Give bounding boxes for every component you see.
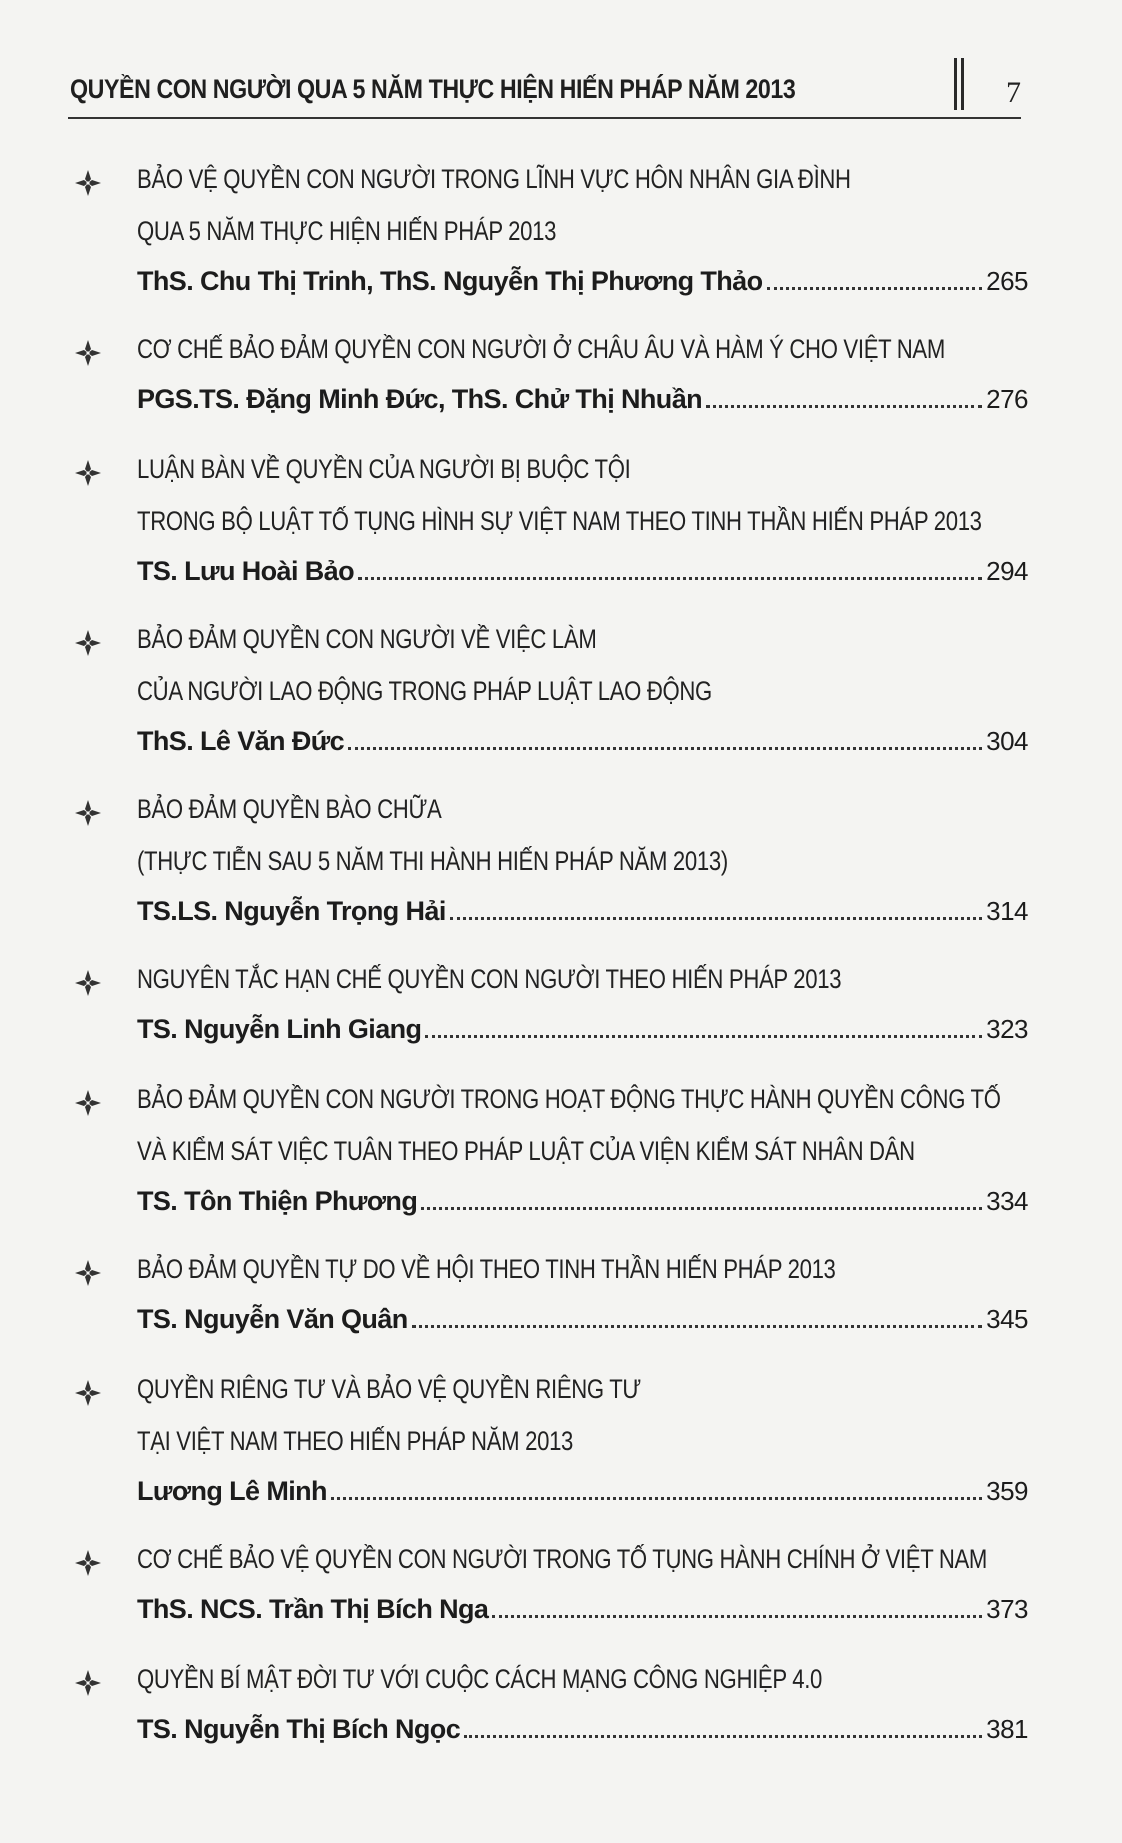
dot-leader <box>464 1733 982 1738</box>
entry-title-line: LUẬN BÀN VỀ QUYỀN CỦA NGƯỜI BỊ BUỘC TỘI <box>137 454 631 484</box>
entry-author: PGS.TS. Đặng Minh Đức, ThS. Chử Thị Nhuần <box>137 384 702 414</box>
entry-title-line: TRONG BỘ LUẬT TỐ TỤNG HÌNH SỰ VIỆT NAM THEO TINH THẦN HIẾN PHÁP 2013 <box>137 506 982 536</box>
entry-author: ThS. NCS. Trần Thị Bích Nga <box>137 1594 489 1624</box>
diamond-bullet-icon <box>72 167 104 199</box>
entry-title-line: BẢO ĐẢM QUYỀN CON NGƯỜI VỀ VIỆC LÀM <box>137 624 597 654</box>
entry-page-number: 381 <box>986 1714 1028 1744</box>
entry-title-line: (THỰC TIỄN SAU 5 NĂM THI HÀNH HIẾN PHÁP NĂM 2013) <box>137 846 728 876</box>
entry-author: TS. Tôn Thiện Phương <box>137 1186 418 1216</box>
running-header-title: QUYỀN CON NGƯỜI QUA 5 NĂM THỰC HIỆN HIẾN PHÁP NĂM 2013 <box>70 74 796 104</box>
entry-author: TS.LS. Nguyễn Trọng Hải <box>137 896 446 926</box>
entry-title-line: TẠI VIỆT NAM THEO HIẾN PHÁP NĂM 2013 <box>137 1426 574 1456</box>
entry-page-number: 373 <box>986 1594 1028 1624</box>
entry-page-number: 294 <box>986 556 1028 586</box>
entry-page-number: 359 <box>986 1476 1028 1506</box>
entry-title-line: QUYỀN RIÊNG TƯ VÀ BẢO VỆ QUYỀN RIÊNG TƯ <box>137 1374 642 1404</box>
entry-title-line: BẢO VỆ QUYỀN CON NGƯỜI TRONG LĨNH VỰC HÔN NHÂN GIA ĐÌNH <box>137 164 851 194</box>
entry-author-row <box>137 1473 1028 1507</box>
entry-author-row <box>137 263 1028 297</box>
entry-title-line: BẢO ĐẢM QUYỀN TỰ DO VỀ HỘI THEO TINH THẦN HIẾN PHÁP 2013 <box>137 1254 836 1284</box>
entry-title-line: BẢO ĐẢM QUYỀN CON NGƯỜI TRONG HOẠT ĐỘNG THỰC HÀNH QUYỀN CÔNG TỐ <box>137 1084 1001 1114</box>
entry-page-number: 276 <box>986 384 1028 414</box>
entry-author-row <box>137 723 1028 757</box>
entry-author-row <box>137 553 1028 587</box>
entry-author-row <box>137 893 1028 927</box>
entry-title-line: VÀ KIỂM SÁT VIỆC TUÂN THEO PHÁP LUẬT CỦA VIỆN KIỂM SÁT NHÂN DÂN <box>137 1136 915 1166</box>
dot-leader <box>425 1033 982 1038</box>
diamond-bullet-icon <box>72 1547 104 1579</box>
entry-author: Lương Lê Minh <box>137 1476 327 1506</box>
header-rule <box>68 117 1021 119</box>
entry-author: ThS. Chu Thị Trinh, ThS. Nguyễn Thị Phương Thảo <box>137 266 763 296</box>
diamond-bullet-icon <box>72 797 104 829</box>
page-number: 7 <box>1006 76 1021 109</box>
entry-author: TS. Nguyễn Thị Bích Ngọc <box>137 1714 461 1744</box>
dot-leader <box>421 1205 982 1210</box>
diamond-bullet-icon <box>72 1667 104 1699</box>
dot-leader <box>348 745 982 750</box>
diamond-bullet-icon <box>72 627 104 659</box>
dot-leader <box>331 1495 982 1500</box>
dot-leader <box>450 915 982 920</box>
entry-page-number: 304 <box>986 726 1028 756</box>
entry-page-number: 334 <box>986 1186 1028 1216</box>
entry-author-row <box>137 1183 1028 1217</box>
diamond-bullet-icon <box>72 967 104 999</box>
entry-page-number: 345 <box>986 1304 1028 1334</box>
entry-title-line: QUYỀN BÍ MẬT ĐỜI TƯ VỚI CUỘC CÁCH MẠNG CÔNG NGHIỆP 4.0 <box>137 1664 823 1694</box>
entry-author: TS. Nguyễn Linh Giang <box>137 1014 422 1044</box>
diamond-bullet-icon <box>72 1257 104 1289</box>
dot-leader <box>767 285 983 290</box>
entry-title-line: QUA 5 NĂM THỰC HIỆN HIẾN PHÁP 2013 <box>137 216 557 246</box>
entry-title-line: BẢO ĐẢM QUYỀN BÀO CHỮA <box>137 794 442 824</box>
entry-title-line: NGUYÊN TẮC HẠN CHẾ QUYỀN CON NGƯỜI THEO HIẾN PHÁP 2013 <box>137 964 842 994</box>
entry-title-line: CƠ CHẾ BẢO ĐẢM QUYỀN CON NGƯỜI Ở CHÂU ÂU VÀ HÀM Ý CHO VIỆT NAM <box>137 334 945 364</box>
entry-author: TS. Nguyễn Văn Quân <box>137 1304 408 1334</box>
entry-page-number: 323 <box>986 1014 1028 1044</box>
entry-author-row <box>137 1591 1028 1625</box>
header-separator <box>961 58 964 110</box>
diamond-bullet-icon <box>72 1087 104 1119</box>
diamond-bullet-icon <box>72 1377 104 1409</box>
entry-author-row <box>137 1301 1028 1335</box>
dot-leader <box>412 1323 982 1328</box>
diamond-bullet-icon <box>72 457 104 489</box>
entry-page-number: 265 <box>986 266 1028 296</box>
entry-author: ThS. Lê Văn Đức <box>137 726 345 756</box>
dot-leader <box>492 1613 982 1618</box>
diamond-bullet-icon <box>72 337 104 369</box>
entry-title-line: CƠ CHẾ BẢO VỆ QUYỀN CON NGƯỜI TRONG TỐ TỤNG HÀNH CHÍNH Ở VIỆT NAM <box>137 1544 988 1574</box>
entry-author-row <box>137 1711 1028 1745</box>
entry-title-line: CỦA NGƯỜI LAO ĐỘNG TRONG PHÁP LUẬT LAO ĐỘNG <box>137 676 712 706</box>
entry-author: TS. Lưu Hoài Bảo <box>137 556 354 586</box>
dot-leader <box>706 403 982 408</box>
header-separator <box>954 58 957 110</box>
entry-author-row <box>137 1011 1028 1045</box>
entry-page-number: 314 <box>986 896 1028 926</box>
entry-author-row <box>137 381 1028 415</box>
dot-leader <box>358 575 982 580</box>
